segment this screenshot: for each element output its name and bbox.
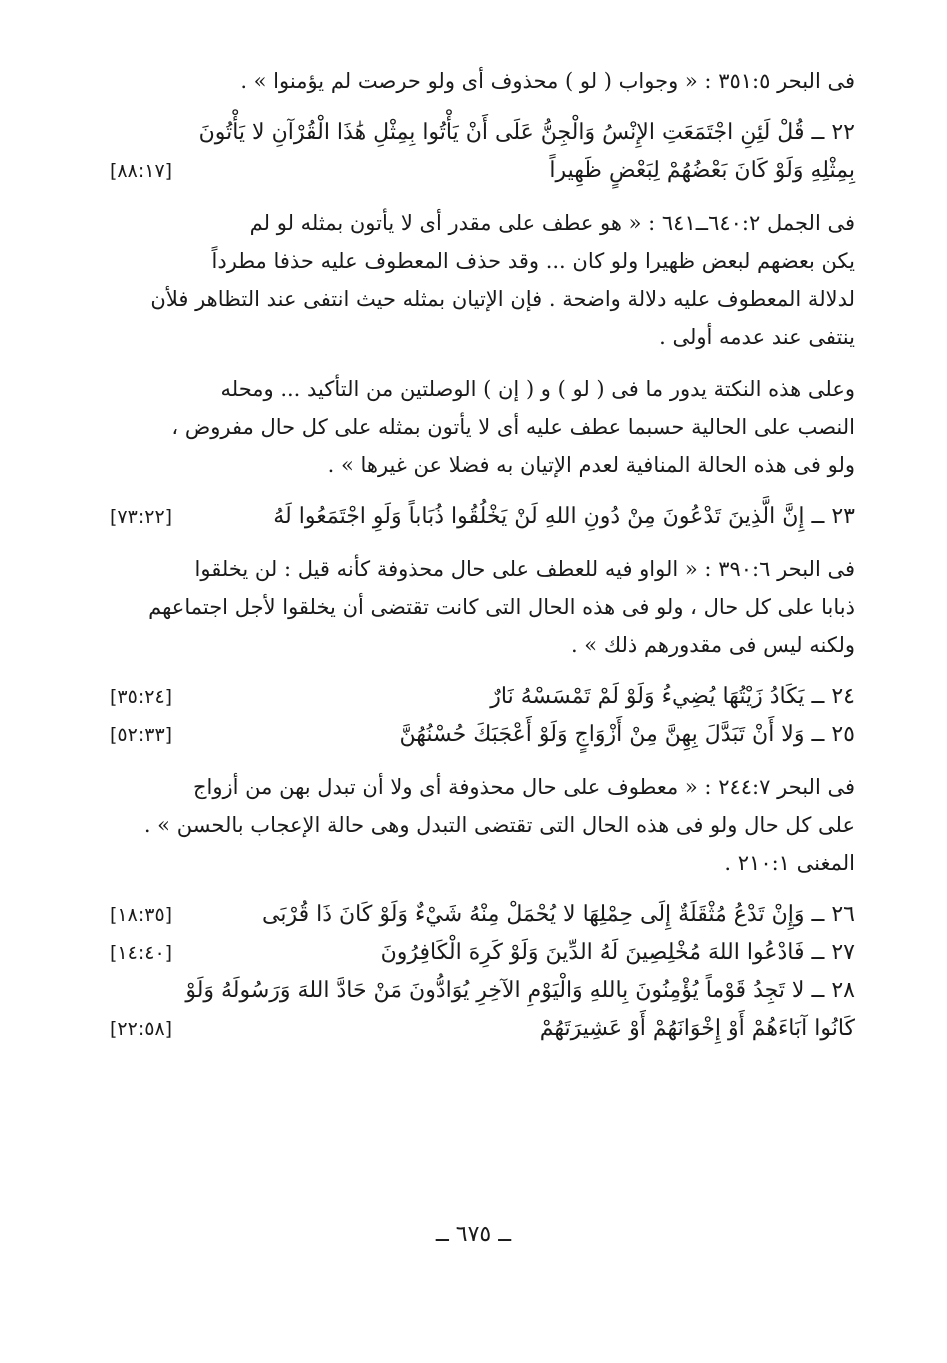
verses-24-25	[110, 678, 855, 754]
verse-text: كَانُوا آبَاءَهُمْ أَوْ إِخْوَانَهُمْ أَوْ عَشِيرَتَهُمْ	[539, 1016, 855, 1041]
verse-reference: [٥٢:٣٣]	[110, 724, 173, 746]
verse-line	[110, 678, 855, 716]
verse-text: بِمِثْلِهِ وَلَوْ كَانَ بَعْضُهُمْ لِبَعْضٍ ظَهِيراً	[549, 158, 855, 183]
verse-text: ٢٥ ــ وَلا أَنْ تَبَدَّلَ بِهِنَّ مِنْ أَزْوَاجٍ وَلَوْ أَعْجَبَكَ حُسْنُهُنَّ	[399, 722, 855, 747]
verse-line	[110, 972, 855, 1010]
text-line	[110, 446, 855, 484]
line-text: ذبابا على كل حال ، ولو فى هذه الحال التى كانت تقتضى أن يخلقوا لأجل اجتماعهم	[148, 595, 855, 619]
verse-22	[110, 114, 855, 190]
text-line	[110, 768, 855, 806]
verse-line	[110, 1010, 855, 1048]
line-text: يكن بعضهم لبعض ظهيرا ولو كان ... وقد حذف المعطوف عليه حذفا مطرداً	[211, 249, 855, 273]
line-text: فى البحر ٣٩٠:٦ : « الواو فيه للعطف على حال محذوفة كأنه قيل : لن يخلقوا	[194, 557, 855, 581]
verse-line	[110, 498, 855, 536]
text-line	[110, 242, 855, 280]
line-text: وعلى هذه النكتة يدور ما فى ( لو ) و ( إن ) الوصلتين من التأكيد ... ومحله	[220, 377, 855, 401]
verse-text: ٢٣ ــ إِنَّ الَّذِينَ تَدْعُونَ مِنْ دُونِ اللهِ لَنْ يَخْلُقُوا ذُبَاباً وَلَوِ اجْتَمَعُوا لَهُ	[273, 504, 855, 529]
text-line	[110, 62, 855, 100]
verse-23	[110, 498, 855, 536]
line-text: ولو فى هذه الحالة المنافية لعدم الإتيان به فضلا عن غيرها » .	[327, 453, 855, 477]
verse-reference: [٨٨:١٧]	[110, 160, 173, 182]
line-text: على كل حال ولو فى هذه الحال التى تقتضى التبدل وهى حالة الإعجاب بالحسن » .	[143, 813, 855, 837]
line-text: المغنى ٢١٠:١ .	[724, 851, 855, 875]
paragraph-bahr-351	[110, 62, 855, 100]
paragraph-bahr-244	[110, 768, 855, 882]
paragraph-nukta	[110, 370, 855, 484]
line-text: النصب على الحالية حسبما عطف عليه أى لا يأتون بمثله على كل حال مفروض ،	[171, 415, 855, 439]
verse-line	[110, 152, 855, 190]
text-line	[110, 626, 855, 664]
text-line	[110, 550, 855, 588]
line-text: لدلالة المعطوف عليه دلالة واضحة . فإن الإتيان بمثله حيث انتفى عند التظاهر فلأن	[150, 287, 855, 311]
text-line	[110, 806, 855, 844]
page-body	[110, 62, 855, 1062]
line-text: فى البحر ٣٥١:٥ : « وجواب ( لو ) محذوف أى ولو حرصت لم يؤمنوا » .	[240, 69, 855, 93]
text-line	[110, 588, 855, 626]
verse-reference: [٣٥:٢٤]	[110, 686, 173, 708]
text-line	[110, 318, 855, 356]
paragraph-jamal	[110, 204, 855, 356]
line-text: فى البحر ٢٤٤:٧ : « معطوف على حال محذوفة أى ولا أن تبدل بهن من أزواج	[193, 775, 855, 799]
verse-reference: [١٤:٤٠]	[110, 942, 173, 964]
verse-reference: [٧٣:٢٢]	[110, 506, 173, 528]
verse-line	[110, 114, 855, 152]
verse-line	[110, 934, 855, 972]
text-line	[110, 408, 855, 446]
page-number: ــ ٦٧٥ ــ	[435, 1222, 512, 1247]
line-text: فى الجمل ٦٤٠:٢ــ٦٤١ : « هو عطف على مقدر أى لا يأتون بمثله لو لم	[249, 211, 855, 235]
text-line	[110, 204, 855, 242]
verse-line	[110, 716, 855, 754]
verse-reference: [٢٢:٥٨]	[110, 1018, 173, 1040]
text-line	[110, 844, 855, 882]
verse-reference: [١٨:٣٥]	[110, 904, 173, 926]
verse-text: ٢٦ ــ وَإِنْ تَدْعُ مُثْقَلَةٌ إِلَى حِمْلِهَا لا يُحْمَلْ مِنْهُ شَيْءٌ وَلَوْ كَانَ ذَا قُرْبَى	[262, 902, 855, 927]
verse-text: ٢٤ ــ يَكَادُ زَيْتُهَا يُضِيءُ وَلَوْ لَمْ تَمْسَسْهُ نَارٌ	[490, 684, 855, 709]
text-line	[110, 280, 855, 318]
text-line	[110, 370, 855, 408]
verse-text: ٢٧ ــ فَادْعُوا اللهَ مُخْلِصِينَ لَهُ الدِّينَ وَلَوْ كَرِهَ الْكَافِرُونَ	[380, 940, 855, 965]
verse-text: ٢٢ ــ قُلْ لَئِنِ اجْتَمَعَتِ الإِنْسُ وَالْجِنُّ عَلَى أَنْ يَأْتُوا بِمِثْلِ هَٰذَا الْقُرْآنِ لا يَأْتُونَ	[198, 120, 855, 145]
line-text: ولكنه ليس فى مقدورهم ذلك » .	[570, 633, 855, 657]
line-text: ينتفى عند عدمه أولى .	[659, 325, 855, 349]
paragraph-bahr-390	[110, 550, 855, 664]
verses-26-28	[110, 896, 855, 1048]
verse-line	[110, 896, 855, 934]
verse-text: ٢٨ ــ لا تَجِدُ قَوْماً يُؤْمِنُونَ بِاللهِ وَالْيَوْمِ الآخِرِ يُوَادُّونَ مَنْ حَادَّ اللهَ وَرَسُولَهُ وَلَوْ	[185, 978, 855, 1003]
